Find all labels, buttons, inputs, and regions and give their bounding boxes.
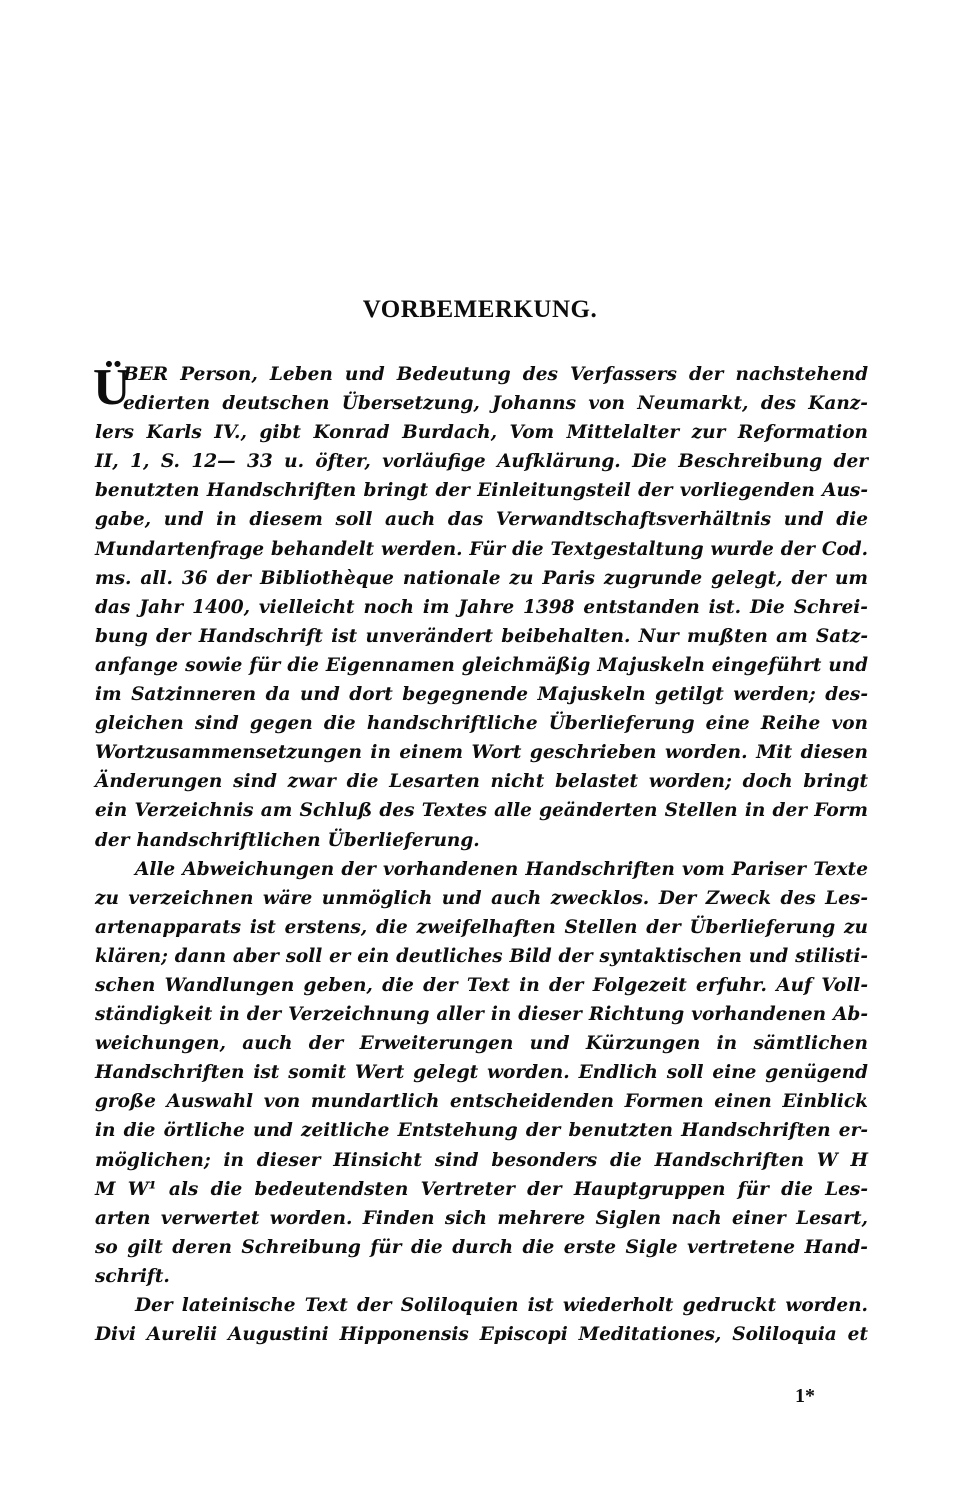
body-text xyxy=(95,360,868,1349)
text-line: gabe, und in diesem soll auch das Verwandtschaftsverhältnis und die xyxy=(95,509,868,531)
text-line: klären; dann aber soll er ein deutliches Bild der syntaktischen und stilisti- xyxy=(95,945,868,967)
text-line: II, 1, S. 12— 33 u. öfter, vorläufige Aufklärung. Die Beschreibung der xyxy=(95,451,868,473)
text-line: Der lateinische Text der Soliloquien ist wiederholt gedruckt worden. xyxy=(135,1295,868,1316)
text-line: artenapparats ist erstens, die zweifelhaften Stellen der Überlieferung zu xyxy=(95,916,868,938)
text-line: in die örtliche und zeitliche Entstehung der benutzten Handschriften er- xyxy=(95,1120,868,1142)
text-line: ein Verzeichnis am Schluß des Textes alle geänderten Stellen in der Form xyxy=(95,800,868,822)
text-line: lers Karls IV., gibt Konrad Burdach, Vom Mittelalter zur Reformation xyxy=(95,422,868,444)
text-line: M W¹ als die bedeutendsten Vertreter der Hauptgruppen für die Les- xyxy=(95,1178,868,1200)
text-line: ständigkeit in der Verzeichnung aller in dieser Richtung vorhandenen Ab- xyxy=(95,1004,868,1026)
text-line: große Auswahl von mundartlich entscheidenden Formen einen Einblick xyxy=(95,1091,868,1113)
text-line: Handschriften ist somit Wert gelegt worden. Endlich soll eine genügend xyxy=(95,1062,868,1084)
text-line: Alle Abweichungen der vorhandenen Handschriften vom Pariser Texte xyxy=(135,858,868,880)
text-line: der handschriftlichen Überlieferung. xyxy=(95,829,480,851)
text-line: so gilt deren Schreibung für die durch die erste Sigle vertretene Hand- xyxy=(95,1236,868,1258)
text-line: das Jahr 1400, vielleicht noch im Jahre 1398 entstanden ist. Die Schrei- xyxy=(95,596,868,618)
text-line: schrift. xyxy=(95,1265,170,1287)
text-line: Änderungen sind zwar die Lesarten nicht belastet worden; doch bringt xyxy=(95,771,868,793)
text-line: gleichen sind gegen die handschriftliche Überlieferung eine Reihe von xyxy=(95,713,868,735)
text-line: ms. all. 36 der Bibliothèque nationale zu Paris zugrunde gelegt, der um xyxy=(95,567,868,589)
paragraph-2 xyxy=(95,855,868,1291)
page-number: 1* xyxy=(795,1385,815,1407)
text-line: möglichen; in dieser Hinsicht sind besonders die Handschriften W H xyxy=(95,1149,868,1171)
text-line: edierten deutschen Übersetzung, Johanns von Neumarkt, des Kanz- xyxy=(123,393,868,415)
text-line: schen Wandlungen geben, die der Text in der Folgezeit erfuhr. Auf Voll- xyxy=(95,974,868,996)
text-line: Wortzusammensetzungen in einem Wort geschrieben worden. Mit diesen xyxy=(95,742,868,764)
text-line: arten verwertet worden. Finden sich mehrere Siglen nach einer Lesart, xyxy=(95,1207,868,1229)
text-line: benutzten Handschriften bringt der Einleitungsteil der vorliegenden Aus- xyxy=(95,480,868,502)
page-title: VORBEMERKUNG. xyxy=(362,296,598,323)
text-line: im Satzinneren da und dort begegnende Majuskeln getilgt werden; des- xyxy=(95,684,868,706)
drop-cap: Ü xyxy=(93,359,131,416)
text-line: zu verzeichnen wäre unmöglich und auch zwecklos. Der Zweck des Les- xyxy=(95,887,868,909)
text-line: anfange sowie für die Eigennamen gleichmäßig Majuskeln eingeführt und xyxy=(95,654,868,676)
text-line: weichungen, auch der Erweiterungen und Kürzungen in sämtlichen xyxy=(95,1033,868,1055)
text-line: Divi Aurelii Augustini Hipponensis Episcopi Meditationes, Soliloquia et xyxy=(95,1324,868,1346)
paragraph-3 xyxy=(95,1291,868,1349)
text-line: bung der Handschrift ist unverändert beibehalten. Nur mußten am Satz- xyxy=(95,625,868,647)
paragraph-1 xyxy=(95,360,868,855)
text-line: Mundartenfrage behandelt werden. Für die Textgestaltung wurde der Cod. xyxy=(95,538,868,560)
text-line: BER Person, Leben und Bedeutung des Verfassers der nachstehend xyxy=(123,364,868,385)
